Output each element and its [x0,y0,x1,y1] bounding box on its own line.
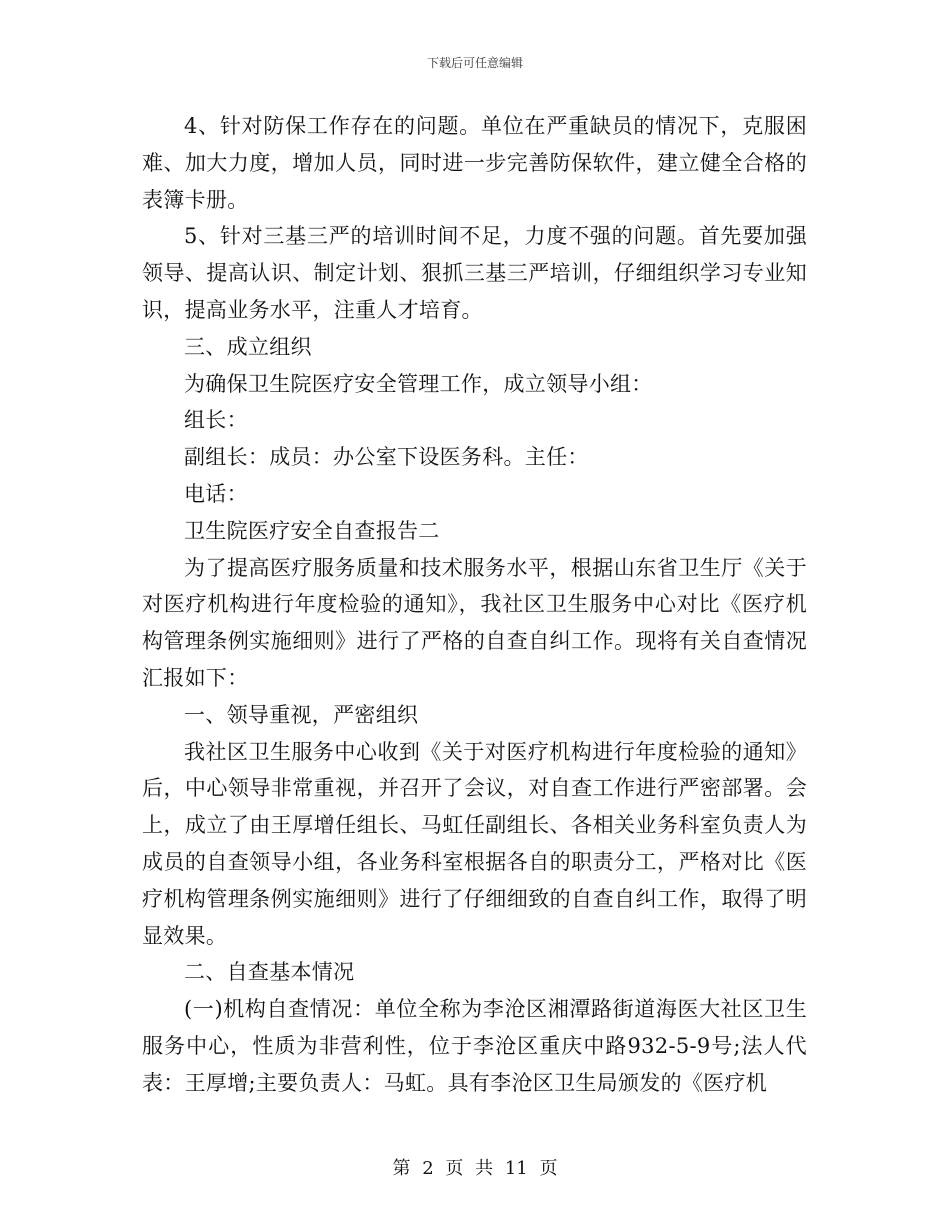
page-header: 下载后可任意编辑 [426,56,523,70]
document-body [142,108,807,1102]
paragraph: (一)机构自查情况：单位全称为李沧区湘潭路街道海医大社区卫生服务中心，性质为非营利性，位于李沧区重庆中路932-5-9号;法人代表：王厚增;主要负责人：马虹。具有李沧区卫生局颁发的《医疗机 [142,997,807,1095]
paragraph: 5、针对三基三严的培训时间不足，力度不强的问题。首先要加强领导、提高认识、制定计划、狠抓三基三严培训，仔细组织学习专业知识，提高业务水平，注重人才培育。 [142,224,807,322]
paragraph: 4、针对防保工作存在的问题。单位在严重缺员的情况下，克服困难、加大力度，增加人员，同时进一步完善防保软件，建立健全合格的表簿卡册。 [142,114,807,212]
paragraph: 副组长：成员：办公室下设医务科。主任： [184,445,589,470]
paragraph: 电话： [184,481,248,506]
section-heading: 一、领导重视，严密组织 [184,702,419,727]
report-title: 卫生院医疗安全自查报告二 [184,518,440,543]
page-number: 第 2 页 共 11 页 [392,1158,558,1179]
paragraph: 为确保卫生院医疗安全管理工作，成立领导小组： [184,371,653,396]
paragraph: 为了提高医疗服务质量和技术服务水平，根据山东省卫生厅《关于对医疗机构进行年度检验的通知》，我社区卫生服务中心对比《医疗机构管理条例实施细则》进行了严格的自查自纠工作。现将有关自查情况汇报如下： [142,555,807,690]
section-heading: 二、自查基本情况 [184,960,355,985]
paragraph: 我社区卫生服务中心收到《关于对医疗机构进行年度检验的通知》后，中心领导非常重视，并召开了会议，对自查工作进行严密部署。会上，成立了由王厚增任组长、马虹任副组长、各相关业务科室负责人为成员的自查领导小组，各业务科室根据各自的职责分工，严格对比《医疗机构管理条例实施细则》进行了仔细细致的自查自纠工作，取得了明显效果。 [142,739,807,948]
section-heading: 三、成立组织 [184,334,312,359]
paragraph: 组长： [184,408,248,433]
